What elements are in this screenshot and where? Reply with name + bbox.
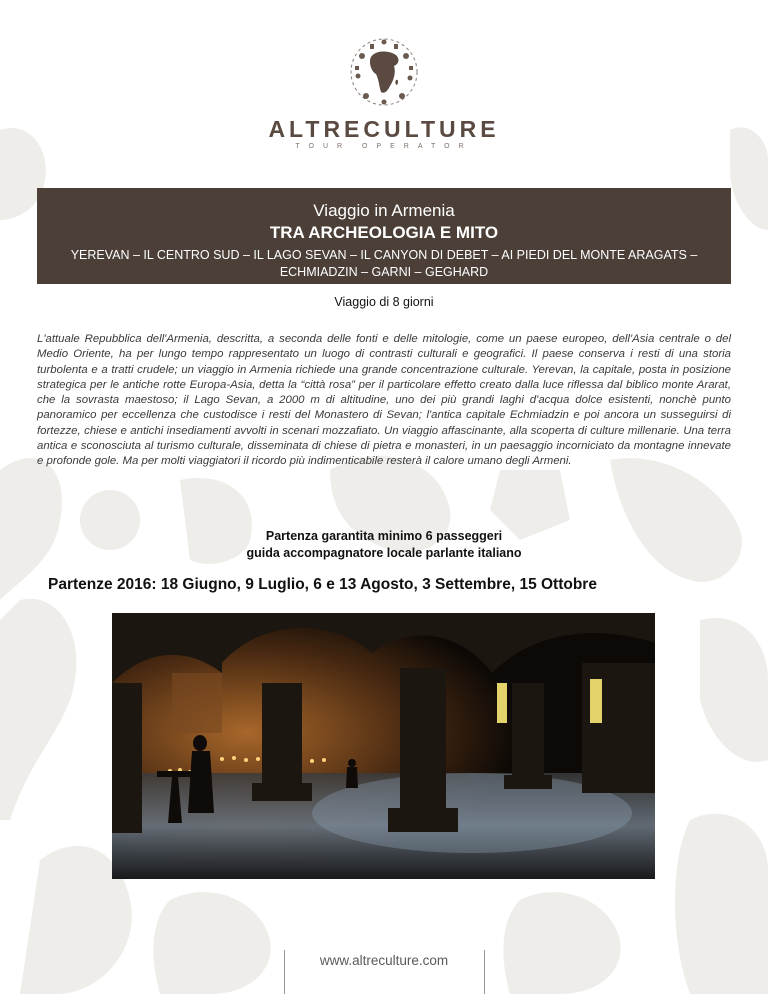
trip-route-line-2: ECHMIADZIN – GARNI – GEGHARD (279, 265, 489, 279)
trip-subtitle: TRA ARCHEOLOGIA E MITO (269, 223, 499, 242)
brand-name: ALTRECULTURE (268, 116, 500, 142)
guarantee-line-2: guida accompagnatore locale parlante italiano (246, 546, 522, 560)
departure-guarantee (0, 528, 768, 562)
intro-paragraph: L'attuale Repubblica dell'Armenia, descritta, a seconda delle fonti e delle mitologie, come un paese europeo, dell'Asia centrale o del Medio Oriente, ha per lungo tempo rappresentato un luogo di contrasti culturali e geografici. Il paese conserva i resti di una storia turbolenta e a tratti crudele; un viaggio in Armenia richiede una grande concentrazione culturale. Yerevan, la capitale, posta in posizione strategica per le antiche rotte Europa-Asia, detta la “città rosa” per il particolare effetto creato dalla luce riflessa dal biblico monte Ararat, che la sovrasta maestoso; il Lago Sevan, a 2000 m di altitudine, uno dei più grandi laghi d'acqua dolce esistenti, nonchè punto panoramico per eccellenza che custodisce i resti del Monastero di Sevan; l'antica capitale Echmiadzin e poi ancora un susseguirsi di fortezze, chiese e antichi insediamenti avvolti in scenari mozzafiato. Un viaggio affascinante, alla scoperta di culture millenarie. Una terra antica e sconosciuta al turismo culturale, disseminata di chiese di pietra e monasteri, in un paesaggio incorniciato da montagne innevate e profonde gole. Ma per molti viaggiatori il ricordo più indimenticabile resterà il calore umano degli Armeni. (37, 333, 731, 468)
trip-route (37, 247, 731, 281)
brand-tagline: TOUR OPERATOR (295, 143, 473, 150)
website-link[interactable]: www.altreculture.com (319, 953, 449, 968)
africa-map-icon (350, 36, 418, 108)
footer-divider-right (484, 950, 485, 994)
title-banner (37, 188, 731, 284)
departure-dates: Partenze 2016: 18 Giugno, 9 Luglio, 6 e 13 Agosto, 3 Settembre, 15 Ottobre (48, 576, 597, 593)
brand-logo (0, 36, 768, 150)
trip-route-line-1: YEREVAN – IL CENTRO SUD – IL LAGO SEVAN – IL CANYON DI DEBET – AI PIEDI DEL MONTE ARAGATS – (70, 248, 698, 262)
trip-duration: Viaggio di 8 giorni (334, 295, 434, 309)
guarantee-line-1: Partenza garantita minimo 6 passeggeri (265, 529, 503, 543)
monastery-photo (112, 613, 655, 879)
trip-title: Viaggio in Armenia (313, 201, 455, 220)
